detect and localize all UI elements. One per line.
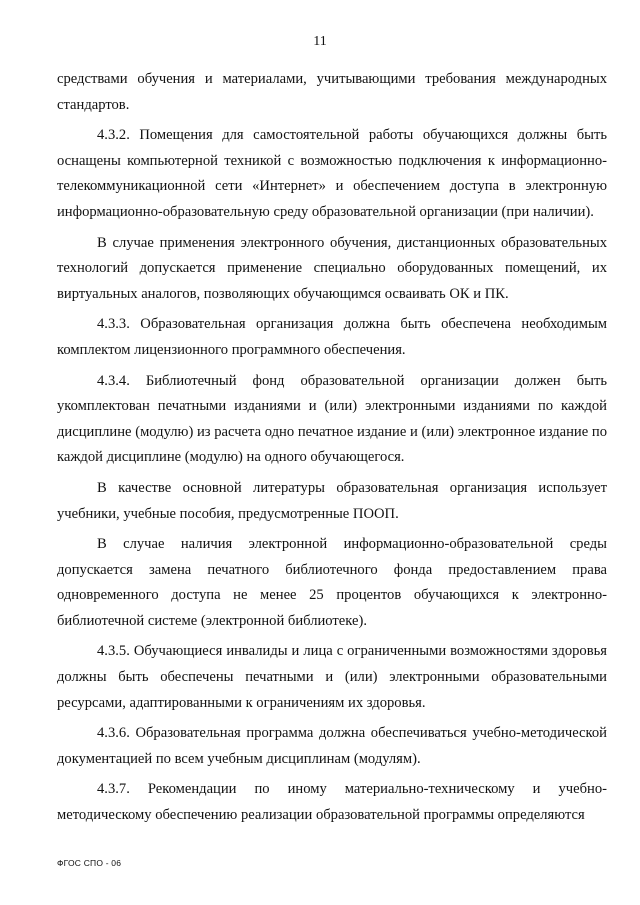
paragraph-4-3-6: 4.3.6. Образовательная программа должна обеспечиваться учебно-методической документацией по всем учебным дисциплинам (модулям). (57, 725, 607, 767)
paragraph-4-3-3: 4.3.3. Образовательная организация должна быть обеспечена необходимым комплектом лицензионного программного обеспечения. (57, 316, 607, 358)
paragraph-4-3-2: 4.3.2. Помещения для самостоятельной работы обучающихся должны быть оснащены компьютерной техникой с возможностью подключения к информационно-телекоммуникационной сети «Интернет» и обеспечением доступа в электронную информационно-образовательную среду образовательной организации (при наличии). (57, 127, 607, 220)
paragraph-core-literature: В качестве основной литературы образовательная организация использует учебники, учебные пособия, предусмотренные ПООП. (57, 479, 607, 522)
document-body (57, 67, 607, 829)
paragraph-electronic-library: В случае наличия электронной информационно-образовательной среды допускается замена печатного библиотечного фонда предоставлением права одновременного доступа не менее 25 процентов обучающихся к электронно-библиотечной системе (электронной библиотеке). (57, 536, 607, 629)
paragraph-4-3-4: 4.3.4. Библиотечный фонд образовательной организации должен быть укомплектован печатными изданиями и (или) электронными изданиями по каждой дисциплине (модулю) из расчета одно печатное издание и (или) электронное издание по каждой дисциплине (модулю) на одного обучающегося. (57, 372, 607, 466)
paragraph-elearning-premises: В случае применения электронного обучения, дистанционных образовательных технологий допускается применение специально оборудованных помещений, их виртуальных аналогов, позволяющих обучающимся осваивать ОК и ПК. (57, 234, 607, 302)
document-footer: ФГОС СПО - 06 (57, 858, 122, 868)
page-number: 11 (313, 34, 327, 49)
paragraph-4-3-7: 4.3.7. Рекомендации по иному материально-техническому и учебно-методическому обеспечению реализации образовательной программы определяются (57, 781, 607, 824)
paragraph-4-3-5: 4.3.5. Обучающиеся инвалиды и лица с ограниченными возможностями здоровья должны быть обеспечены печатными и (или) электронными образовательными ресурсами, адаптированными к ограничениям их здоровья. (57, 643, 607, 711)
paragraph-continuation: средствами обучения и материалами, учитывающими требования международных стандартов. (57, 71, 607, 113)
